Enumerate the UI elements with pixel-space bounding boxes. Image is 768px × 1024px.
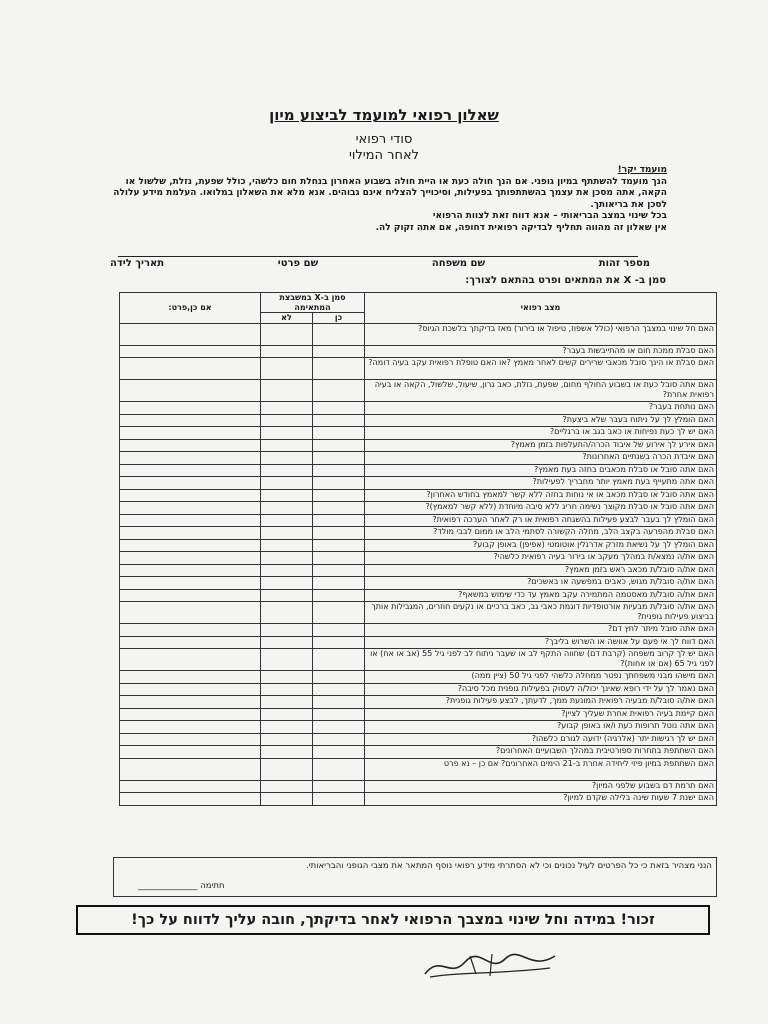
- detail-cell[interactable]: [120, 439, 261, 452]
- last-name-label: שם משפחה: [431, 258, 486, 269]
- handwritten-signature: [420, 944, 560, 984]
- detail-cell[interactable]: [120, 577, 261, 590]
- birth-date-label: תאריך לידה: [110, 258, 165, 269]
- table-row: [120, 733, 717, 746]
- declaration-box: [113, 857, 717, 897]
- detail-cell[interactable]: [120, 624, 261, 637]
- table-row: [120, 452, 717, 465]
- table-row: [120, 671, 717, 684]
- detail-cell[interactable]: [120, 721, 261, 734]
- yes-checkbox-cell[interactable]: [313, 414, 365, 427]
- detail-cell[interactable]: [120, 345, 261, 358]
- detail-cell[interactable]: [120, 502, 261, 515]
- question-text: האם אתה סובל כעת או בשבוע החולף מחום, שפעת, נזלת, כאב גרון, שיעול, שלשול, הקאה או בעיה רפואית אחרת?: [365, 380, 717, 402]
- question-text: האם הומלץ לך על ניתוח בעבר שלא ביצעת?: [365, 414, 717, 427]
- question-text: האם מישהו מבני משפחתך נפטר ממחלה כלשהי לפני גיל 50 (ציין ממה): [365, 671, 717, 684]
- yes-checkbox-cell[interactable]: [313, 758, 365, 780]
- table-row: [120, 696, 717, 709]
- question-text: האם סבלת ממכת חום או מהתייבשות בעבר?: [365, 345, 717, 358]
- question-text: האם אתה סובל או סבלת מכאבים בחזה בעת מאמץ?: [365, 464, 717, 477]
- question-text: האם את/ה סובל/ת מגוש, כאבים במפשעה או באשכים?: [365, 577, 717, 590]
- no-checkbox-cell[interactable]: [260, 793, 312, 806]
- table-row: [120, 345, 717, 358]
- table-row: [120, 780, 717, 793]
- question-text: האם חל שינוי במצבך הרפואי (כולל אשפוז, טיפול או בירור) מאז בדיקתך בלשכת הגיוס?: [365, 323, 717, 345]
- table-row: [120, 502, 717, 515]
- detail-cell[interactable]: [120, 589, 261, 602]
- no-checkbox-cell[interactable]: [260, 514, 312, 527]
- intro-text: [112, 165, 667, 234]
- yes-checkbox-cell[interactable]: [313, 464, 365, 477]
- subtitle-after-filling: לאחר המילוי: [348, 148, 420, 163]
- col-header-detail: אם כן,פרט:: [120, 293, 261, 324]
- no-checkbox-cell[interactable]: [260, 746, 312, 759]
- no-checkbox-cell[interactable]: [260, 323, 312, 345]
- yes-checkbox-cell[interactable]: [313, 489, 365, 502]
- yes-checkbox-cell[interactable]: [313, 427, 365, 440]
- table-row: [120, 427, 717, 440]
- question-text: האם סבלת או הינך סובל מכאבי שרירים קשים לאחר מאמץ ?או האם טופלת רפואית עקב בעיה דומה?: [365, 358, 717, 380]
- questions-body: [120, 323, 717, 805]
- question-text: האם אתה מתעייף בעת מאמץ יותר מחבריך לפעילות?: [365, 477, 717, 490]
- question-text: האם אתה סובל או סבלת מקוצר נשימה חריג ללא סיבה מיוחדת (ללא קשר למאמץ)?: [365, 502, 717, 515]
- table-row: [120, 649, 717, 671]
- id-fields-line[interactable]: [118, 256, 638, 257]
- yes-checkbox-cell[interactable]: [313, 733, 365, 746]
- no-checkbox-cell[interactable]: [260, 780, 312, 793]
- detail-cell[interactable]: [120, 380, 261, 402]
- detail-cell[interactable]: [120, 671, 261, 684]
- id-number-label: מספר זהות: [598, 258, 650, 269]
- table-row: [120, 708, 717, 721]
- no-checkbox-cell[interactable]: [260, 358, 312, 380]
- signature-label: חתימה: [200, 881, 225, 891]
- no-checkbox-cell[interactable]: [260, 636, 312, 649]
- detail-cell[interactable]: [120, 649, 261, 671]
- yes-checkbox-cell[interactable]: [313, 358, 365, 380]
- detail-cell[interactable]: [120, 452, 261, 465]
- no-checkbox-cell[interactable]: [260, 671, 312, 684]
- yes-checkbox-cell[interactable]: [313, 502, 365, 515]
- no-checkbox-cell[interactable]: [260, 696, 312, 709]
- no-checkbox-cell[interactable]: [260, 758, 312, 780]
- table-row: [120, 489, 717, 502]
- no-checkbox-cell[interactable]: [260, 402, 312, 415]
- question-text: האם אירע לך אירוע של איבוד הכרה/התעלפות בזמן מאמץ?: [365, 439, 717, 452]
- detail-cell[interactable]: [120, 636, 261, 649]
- yes-checkbox-cell[interactable]: [313, 477, 365, 490]
- table-row: [120, 721, 717, 734]
- detail-cell[interactable]: [120, 758, 261, 780]
- detail-cell[interactable]: [120, 780, 261, 793]
- col-header-yes: כן: [313, 313, 365, 324]
- no-checkbox-cell[interactable]: [260, 439, 312, 452]
- question-text: האם את/ה סובל/ת מאסטמה המתמירה עקב מאמץ עד כדי שימוש במשאף?: [365, 589, 717, 602]
- question-text: האם ישנת 7 שעות שינה בלילה שקדם למיון?: [365, 793, 717, 806]
- col-header-condition: מצב רפואי: [365, 293, 717, 324]
- no-checkbox-cell[interactable]: [260, 427, 312, 440]
- table-row: [120, 527, 717, 540]
- col-header-no: לא: [260, 313, 312, 324]
- table-row: [120, 464, 717, 477]
- yes-checkbox-cell[interactable]: [313, 539, 365, 552]
- col-header-mark: סמן ב-X במשבצת המתאימה: [260, 293, 364, 313]
- no-checkbox-cell[interactable]: [260, 683, 312, 696]
- question-text: האם סבלת מהפרעה בקצב הלב, מחלה הקשורה לסתמי הלב או ממום לבבי מולד?: [365, 527, 717, 540]
- table-row: [120, 552, 717, 565]
- table-row: [120, 602, 717, 624]
- table-row: [120, 758, 717, 780]
- question-text: האם דווח לך אי פעם על אוושה או השרוש בליבך?: [365, 636, 717, 649]
- question-text: האם את/ה סובל/ת מבעיה רפואית המונעת ממך, לדעתך, לבצע פעילות גופנית?: [365, 696, 717, 709]
- id-fields: [110, 258, 650, 269]
- detail-cell[interactable]: [120, 539, 261, 552]
- detail-cell[interactable]: [120, 696, 261, 709]
- detail-cell[interactable]: [120, 514, 261, 527]
- question-text: האם את/ה סובל/ת מבעיות אורטופדיות דוגמת כאבי גב, כאב ברכיים או נקעים חוזרים, המגבילות אותך בביצוע פעילות גופנית?: [365, 602, 717, 624]
- question-text: האם אתה סובל מיתר לחץ דם?: [365, 624, 717, 637]
- no-checkbox-cell[interactable]: [260, 602, 312, 624]
- yes-checkbox-cell[interactable]: [313, 452, 365, 465]
- yes-checkbox-cell[interactable]: [313, 602, 365, 624]
- no-checkbox-cell[interactable]: [260, 489, 312, 502]
- intro-greeting: מועמד יקר!: [617, 165, 667, 175]
- no-checkbox-cell[interactable]: [260, 733, 312, 746]
- page-title: שאלון רפואי למועמד לביצוע מיון: [269, 106, 499, 124]
- no-checkbox-cell[interactable]: [260, 502, 312, 515]
- no-checkbox-cell[interactable]: [260, 380, 312, 402]
- signature-field[interactable]: חתימה ______________: [138, 881, 225, 891]
- detail-cell[interactable]: [120, 746, 261, 759]
- question-text: האם יש לך קרוב משפחה (קרבת דם) שחווה התקף לב או שעבר ניתוח לב לפני גיל 55 (אב או אח) או לפני גיל 65 (אם או אחות)?: [365, 649, 717, 671]
- table-row: [120, 624, 717, 637]
- no-checkbox-cell[interactable]: [260, 414, 312, 427]
- yes-checkbox-cell[interactable]: [313, 708, 365, 721]
- no-checkbox-cell[interactable]: [260, 452, 312, 465]
- no-checkbox-cell[interactable]: [260, 464, 312, 477]
- detail-cell[interactable]: [120, 733, 261, 746]
- mark-instruction: סמן ב- X את המתאים ופרט בהתאם לצורך:: [465, 275, 666, 286]
- table-row: [120, 380, 717, 402]
- table-row: [120, 577, 717, 590]
- yes-checkbox-cell[interactable]: [313, 746, 365, 759]
- yes-checkbox-cell[interactable]: [313, 380, 365, 402]
- yes-checkbox-cell[interactable]: [313, 589, 365, 602]
- yes-checkbox-cell[interactable]: [313, 721, 365, 734]
- question-text: האם יש לך כעת נפיחות או כאב בגב או ברגליים?: [365, 427, 717, 440]
- yes-checkbox-cell[interactable]: [313, 649, 365, 671]
- detail-cell[interactable]: [120, 683, 261, 696]
- no-checkbox-cell[interactable]: [260, 477, 312, 490]
- no-checkbox-cell[interactable]: [260, 345, 312, 358]
- yes-checkbox-cell[interactable]: [313, 624, 365, 637]
- first-name-label: שם פרטי: [277, 258, 319, 269]
- yes-checkbox-cell[interactable]: [313, 345, 365, 358]
- question-text: האם השתתפת בתחרות ספורטיבית במהלך השבועיים האחרונים?: [365, 746, 717, 759]
- question-text: האם את/ה נמצא/ת במהלך מעקב או בירור בעיה רפואית כלשהי?: [365, 552, 717, 565]
- yes-checkbox-cell[interactable]: [313, 696, 365, 709]
- question-text: האם השתתפת במיון פיזי ליחידה אחרת ב-21 הימים האחרונים? אם כן – נא פרט: [365, 758, 717, 780]
- detail-cell[interactable]: [120, 414, 261, 427]
- table-row: [120, 746, 717, 759]
- reminder-banner: זכור! במידה וחל שינוי במצבך הרפואי לאחר בדיקתך, חובה עליך לדווח על כך!: [76, 905, 710, 935]
- medical-questions-table: [119, 292, 717, 806]
- yes-checkbox-cell[interactable]: [313, 527, 365, 540]
- detail-cell[interactable]: [120, 552, 261, 565]
- no-checkbox-cell[interactable]: [260, 577, 312, 590]
- no-checkbox-cell[interactable]: [260, 564, 312, 577]
- yes-checkbox-cell[interactable]: [313, 780, 365, 793]
- question-text: האם אתה סובל או סבלת מכאב או אי נוחות בחזה ללא קשר למאמץ בחודש האחרון?: [365, 489, 717, 502]
- no-checkbox-cell[interactable]: [260, 539, 312, 552]
- yes-checkbox-cell[interactable]: [313, 564, 365, 577]
- table-row: [120, 477, 717, 490]
- question-text: האם את/ה סובל/ת מכאב ראש בזמן מאמץ?: [365, 564, 717, 577]
- yes-checkbox-cell[interactable]: [313, 552, 365, 565]
- table-row: [120, 589, 717, 602]
- no-checkbox-cell[interactable]: [260, 708, 312, 721]
- no-checkbox-cell[interactable]: [260, 649, 312, 671]
- question-text: האם קיימת בעיה רפואית אחרת שעליך לציין?: [365, 708, 717, 721]
- yes-checkbox-cell[interactable]: [313, 577, 365, 590]
- table-row: [120, 414, 717, 427]
- question-text: האם יש לך רגישות יתר (אלרגיה) ידועה לגורם כלשהו?: [365, 733, 717, 746]
- table-row: [120, 402, 717, 415]
- intro-paragraph: הנך מועמד להשתתף במיון גופני. אם הנך חולה כעת או היית חולה בשבוע האחרון בנחלת חום כלשהי, כולל שפעת, נזלת, שלשול או הקאה, אתה מסכן את עצמך בהשתתפותך בפעילות, וסיכוייך להצליח אינם גבוהים. אנא מלא את השאלון במלואו. העלמת מידע עלולה לסכן את בריאותך.: [113, 176, 667, 210]
- question-text: האם אתה נוטל תרופות כעת ו/או באופן קבוע?: [365, 721, 717, 734]
- table-row: [120, 564, 717, 577]
- detail-cell[interactable]: [120, 477, 261, 490]
- detail-cell[interactable]: [120, 427, 261, 440]
- detail-cell[interactable]: [120, 464, 261, 477]
- yes-checkbox-cell[interactable]: [313, 636, 365, 649]
- table-row: [120, 539, 717, 552]
- yes-checkbox-cell[interactable]: [313, 793, 365, 806]
- no-checkbox-cell[interactable]: [260, 589, 312, 602]
- detail-cell[interactable]: [120, 564, 261, 577]
- no-checkbox-cell[interactable]: [260, 552, 312, 565]
- intro-line-2: בכל שינוי במצב הבריאותי – אנא דווח זאת לצוות הרפואי: [432, 211, 667, 221]
- yes-checkbox-cell[interactable]: [313, 323, 365, 345]
- subtitle-confidential: סודי רפואי: [355, 132, 413, 147]
- question-text: האם נותחת בעבר?: [365, 402, 717, 415]
- yes-checkbox-cell[interactable]: [313, 514, 365, 527]
- detail-cell[interactable]: [120, 708, 261, 721]
- table-row: [120, 636, 717, 649]
- detail-cell[interactable]: [120, 793, 261, 806]
- detail-cell[interactable]: [120, 527, 261, 540]
- detail-cell[interactable]: [120, 602, 261, 624]
- table-row: [120, 323, 717, 345]
- question-text: האם איבדת הכרה בשנתיים האחרונות?: [365, 452, 717, 465]
- question-text: האם הומלץ לך על נשיאת מזרק אדרנלין אוטומטי (אפיפן) באופן קבוע?: [365, 539, 717, 552]
- intro-line-3: אין שאלון זה מהווה תחליף לבדיקה רפואית דחופה, אם אתה זקוק לה.: [375, 222, 667, 233]
- detail-cell[interactable]: [120, 489, 261, 502]
- subtitle: [0, 132, 768, 164]
- table-row: [120, 514, 717, 527]
- no-checkbox-cell[interactable]: [260, 721, 312, 734]
- table-row: [120, 793, 717, 806]
- question-text: האם הומלץ לך בעבר לבצע פעילות בהשגחה רפואית או רק לאחר הערכה רפואית?: [365, 514, 717, 527]
- detail-cell[interactable]: [120, 323, 261, 345]
- table-row: [120, 439, 717, 452]
- declaration-text: הנני מצהיר בזאת כי כל הפרטים לעיל נכונים וכי לא הסתרתי מידע רפואי נוסף המתאר את מצבי הגופני והבריאותי.: [306, 861, 712, 871]
- yes-checkbox-cell[interactable]: [313, 402, 365, 415]
- no-checkbox-cell[interactable]: [260, 527, 312, 540]
- yes-checkbox-cell[interactable]: [313, 439, 365, 452]
- question-text: האם תרמת דם בשבוע שלפני המיון?: [365, 780, 717, 793]
- yes-checkbox-cell[interactable]: [313, 683, 365, 696]
- no-checkbox-cell[interactable]: [260, 624, 312, 637]
- detail-cell[interactable]: [120, 358, 261, 380]
- table-row: [120, 358, 717, 380]
- question-text: האם נאמר לך על ידי רופא שאינך יכול/ה לעסוק בפעילות גופנית מכל סיבה?: [365, 683, 717, 696]
- table-row: [120, 683, 717, 696]
- detail-cell[interactable]: [120, 402, 261, 415]
- yes-checkbox-cell[interactable]: [313, 671, 365, 684]
